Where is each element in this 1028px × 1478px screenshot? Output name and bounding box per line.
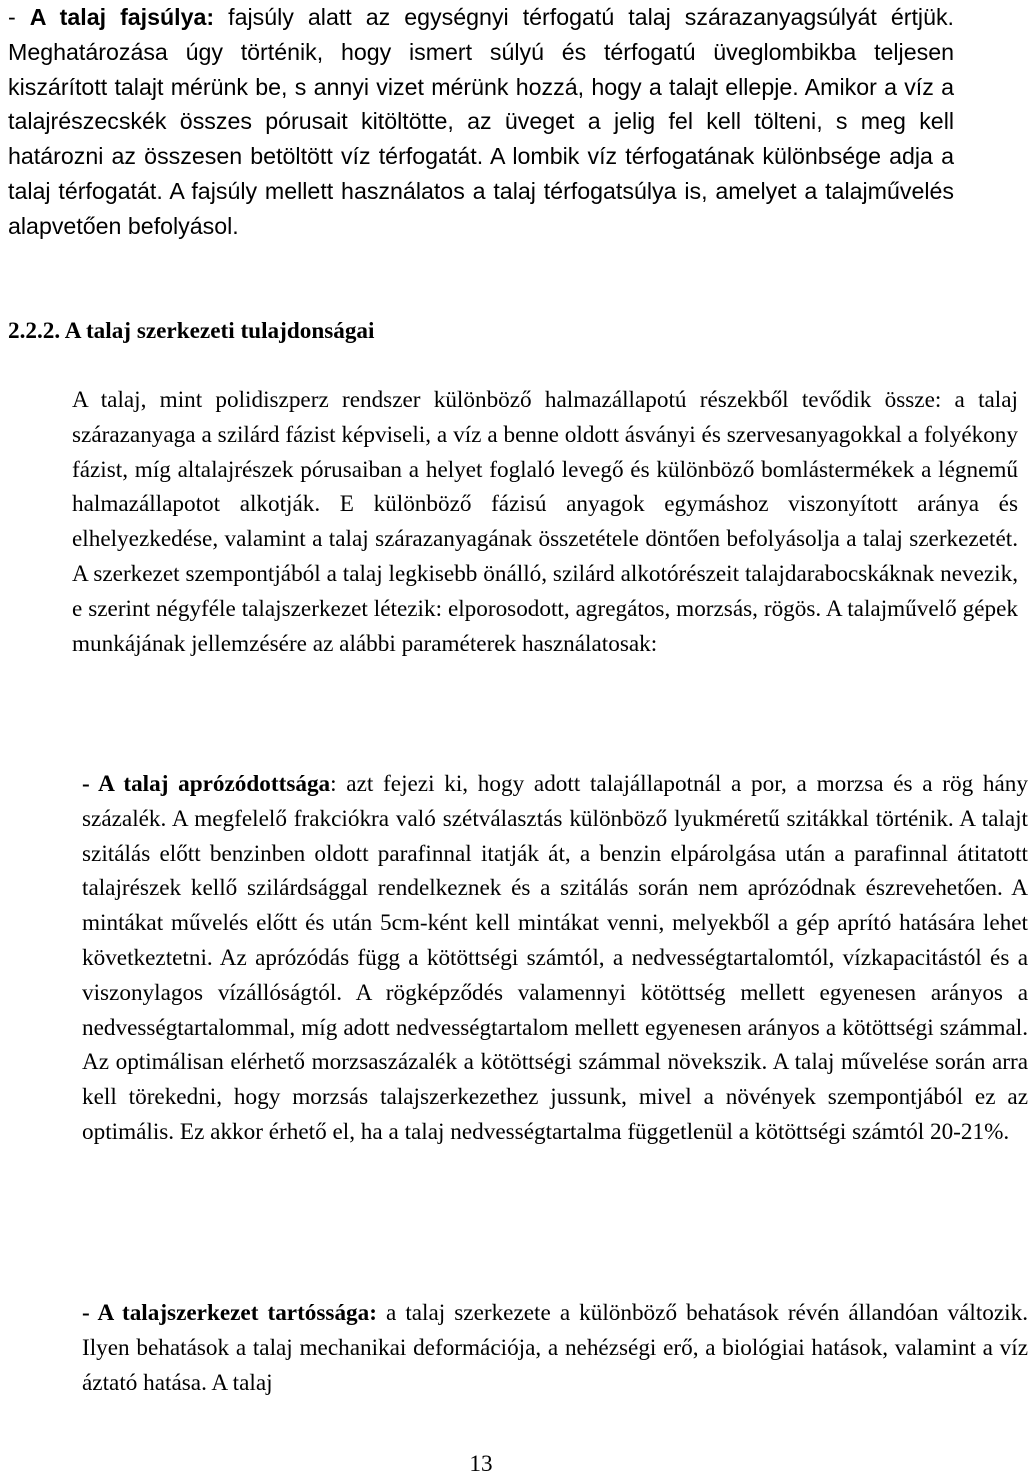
paragraph-szerkezeti-tulajdonsagok bbox=[8, 383, 1018, 661]
document-page bbox=[8, 0, 1028, 1477]
paragraph-szerkezet-tartossag bbox=[8, 1296, 1028, 1400]
term-talaj-fajsulya: A talaj fajsúlya: bbox=[29, 4, 215, 30]
paragraph-text: fajsúly alatt az egységnyi térfogatú talaj szárazanyagsúlyát értjük. Meghatározása úgy történik, hogy ismert súlyú és térfogatú üveglombikba teljesen kiszárított talajt mérünk be, s annyi vizet mérünk hozzá, hogy a talajt ellepje. Amikor a víz a talajrészecskék összes pórusait kitöltötte, az üveget a jelig fel kell tölteni, s meg kell határozni az összesen betöltött víz térfogatát. A lombik víz térfogatának különbsége adja a talaj térfogatát. A fajsúly mellett használatos a talaj térfogatsúlya is, amelyet a talajművelés alapvetően befolyásol. bbox=[8, 4, 955, 239]
paragraph-text: A talaj, mint polidiszperz rendszer különböző halmazállapotú részekből tevődik össze: a talaj szárazanyaga a szilárd fázist képviseli, a víz a benne oldott ásványi és szervesanyagokkal a folyékony fázist, míg altalajrészek pórusaiban a helyet foglaló levegő és különböző bomlástermékek a légnemű halmazállapotot alkotják. E különböző fázisú anyagok egymáshoz viszonyított aránya és elhelyezkedése, valamint a talaj szárazanyagának összetétele döntően befolyásolja a talaj szerkezetét. A szerkezet szempontjából a talaj legkisebb önálló, szilárd alkotórészeit talajdarabocskáknak nevezik, e szerint négyféle talajszerkezet létezik: elporosodott, agregátos, morzsás, rögös. A talajművelő gépek munkájának jellemzésére az alábbi paraméterek használatosak: bbox=[72, 387, 1018, 657]
term-aprozodottsag: - A talaj aprózódottsága bbox=[82, 771, 331, 797]
list-dash: - bbox=[8, 4, 30, 30]
section-heading: 2.2.2. A talaj szerkezeti tulajdonságai bbox=[8, 318, 375, 344]
paragraph-text: a talaj szerkezete a különböző behatások révén állandóan változik. Ilyen behatások a talaj mechanikai deformációja, a nehézségi erő, a biológiai hatások, valamint a víz áztató hatása. A talaj bbox=[82, 1300, 1028, 1396]
paragraph-text: : azt fejezi ki, hogy adott talajállapotnál a por, a morzsa és a rög hány százalék. A megfelelő frakciókra való szétválasztás különböző lyukméretű szitákkal történik. A talajt szitálás előtt benzinben oldott parafinnal itatják át, a benzin elpárolgása után a parafinnal átitatott talajrészek kellő szilárdsággal rendelkeznek és a szitálás során nem aprózódnak észrevehetően. A mintákat művelés előtt és után 5cm-ként kell mintákat venni, melyekből a gép aprító hatására lehet következtetni. Az aprózódás függ a kötöttségi számtól, a nedvességtartalomtól, vízkapacitástól és a viszonylagos vízállóságtól. A rögképződés valamennyi kötöttség mellett egyenesen arányos a nedvességtartalommal, míg adott nedvességtartalom mellett egyenesen arányos a kötöttségi számmal. Az optimálisan elérhető morzsaszázalék a kötöttségi számmal növekszik. A talaj művelése során arra kell törekedni, hogy morzsás talajszerkezethez jussunk, mivel a növények szempontjából ez az optimális. Ez akkor érhető el, ha a talaj nedvességtartalma függetlenül a kötöttségi számtól 20-21%. bbox=[82, 771, 1028, 1145]
paragraph-talaj-fajsulya bbox=[8, 0, 954, 244]
paragraph-aprozodottsag bbox=[8, 767, 1028, 1150]
page-number: 13 bbox=[469, 1451, 493, 1477]
term-szerkezet-tartossag: - A talajszerkezet tartóssága: bbox=[82, 1300, 377, 1326]
